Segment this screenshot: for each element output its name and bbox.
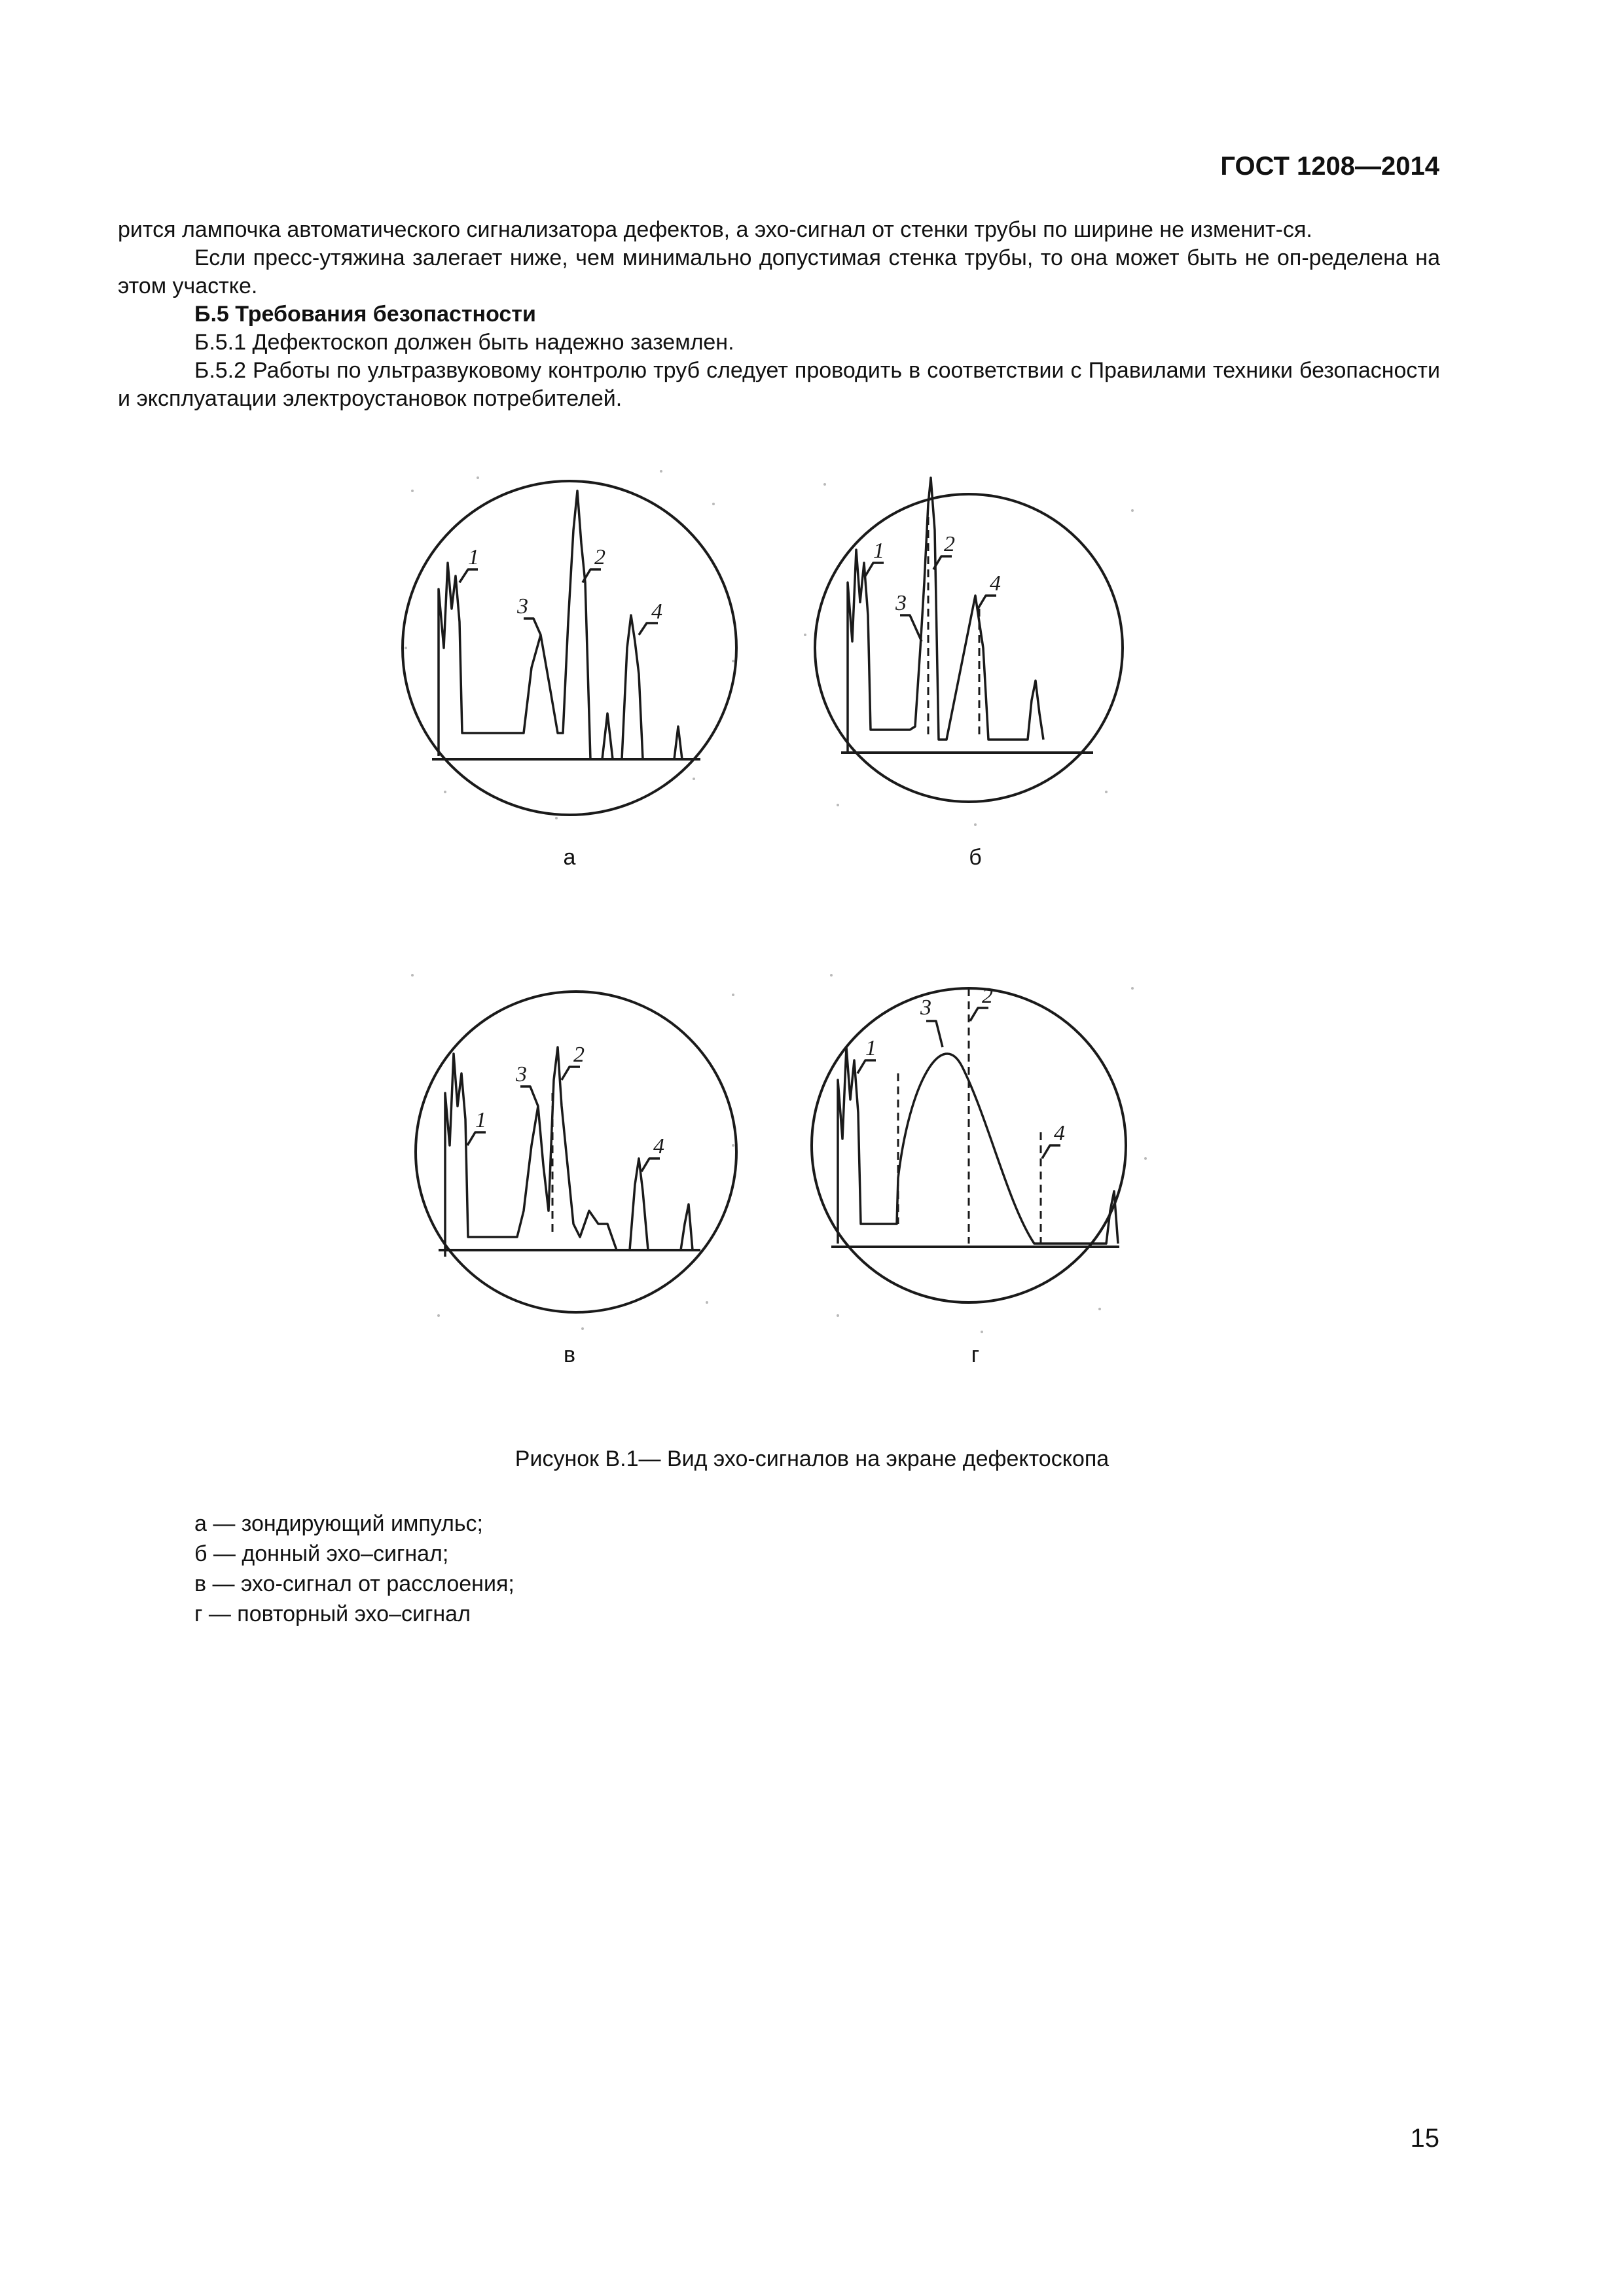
panel-label-a: а: [563, 845, 576, 870]
legend-item: б — донный эхо–сигнал;: [194, 1541, 449, 1566]
echo-trace: [838, 1047, 1118, 1244]
legend-item: а — зондирующий импульс;: [194, 1511, 483, 1536]
marker-4: 4: [651, 600, 662, 624]
panel-label-v: в: [563, 1342, 576, 1367]
leader-4: [639, 623, 658, 635]
figure-panel-a: [386, 452, 753, 870]
leader-3: [520, 1086, 538, 1106]
marker-1: 1: [873, 539, 884, 563]
leader-1: [865, 563, 884, 576]
leader-1: [857, 1060, 876, 1073]
print-noise: [830, 974, 1147, 1333]
marker-1: 1: [475, 1108, 486, 1132]
marker-2: 2: [982, 984, 993, 1008]
screen-circle: [403, 481, 736, 815]
document-header: ГОСТ 1208—2014: [1220, 152, 1439, 181]
marker-3: 3: [516, 1062, 527, 1086]
marker-2: 2: [594, 545, 605, 569]
marker-1: 1: [468, 545, 479, 569]
screen-circle: [815, 494, 1123, 802]
oscilloscope-screen-g: [792, 949, 1159, 1342]
leader-2: [970, 1008, 988, 1021]
marker-2: 2: [573, 1043, 585, 1067]
leader-3: [926, 1021, 943, 1047]
leader-2: [562, 1067, 580, 1080]
body-text: [118, 216, 1440, 413]
section-heading-safety: Б.5 Требования безопастности: [194, 302, 536, 327]
leader-4: [978, 596, 996, 609]
marker-3: 3: [920, 996, 931, 1020]
figure-panel-v: [386, 949, 753, 1368]
marker-4: 4: [653, 1134, 664, 1158]
marker-4: 4: [990, 571, 1001, 596]
figure-panel-b: [792, 452, 1159, 870]
page-number: 15: [1410, 2124, 1439, 2153]
leader-3: [900, 615, 922, 641]
legend-item: в — эхо-сигнал от расслоения;: [194, 1571, 514, 1596]
oscilloscope-screen-v: [386, 949, 753, 1342]
marker-3: 3: [517, 594, 528, 619]
oscilloscope-screen-b: [792, 452, 1159, 844]
panel-label-b: б: [969, 845, 982, 870]
leader-1: [467, 1132, 486, 1145]
echo-trace: [848, 478, 1043, 753]
paragraph-press-defect: Если пресс-утяжина залегает ниже, чем минимально допустимая стенка трубы, то она может быть не оп-ределена на этом участке.: [118, 245, 1440, 298]
leader-4: [641, 1158, 660, 1172]
paragraph-continuation: рится лампочка автоматического сигнализатора дефектов, а эхо-сигнал от стенки трубы по ширине не изменит-ся.: [118, 217, 1312, 242]
legend-item: г — повторный эхо–сигнал: [194, 1602, 471, 1626]
figure-panel-g: [792, 949, 1159, 1368]
screen-circle: [416, 992, 736, 1312]
clause-b-5-1: Б.5.1 Дефектоскоп должен быть надежно заземлен.: [194, 330, 734, 355]
leader-1: [460, 569, 478, 583]
print-noise: [804, 483, 1134, 826]
oscilloscope-screen-a: [386, 452, 753, 844]
marker-4: 4: [1054, 1121, 1065, 1145]
marker-1: 1: [865, 1036, 876, 1060]
figure-caption: Рисунок В.1— Вид эхо-сигналов на экране дефектоскопа: [514, 1446, 1110, 1471]
print-noise: [411, 974, 734, 1330]
marker-3: 3: [895, 591, 907, 615]
leader-4: [1042, 1145, 1060, 1158]
clause-b-5-2: Б.5.2 Работы по ультразвуковому контролю труб следует проводить в соответствии с Правилами техники безопасности и эксплуатации электроустановок потребителей.: [118, 358, 1440, 411]
figure-legend: [194, 1509, 514, 1629]
panel-label-g: г: [971, 1342, 980, 1367]
figure-echo-signals: [386, 452, 1172, 1420]
leader-3: [524, 619, 541, 635]
marker-2: 2: [944, 532, 955, 556]
